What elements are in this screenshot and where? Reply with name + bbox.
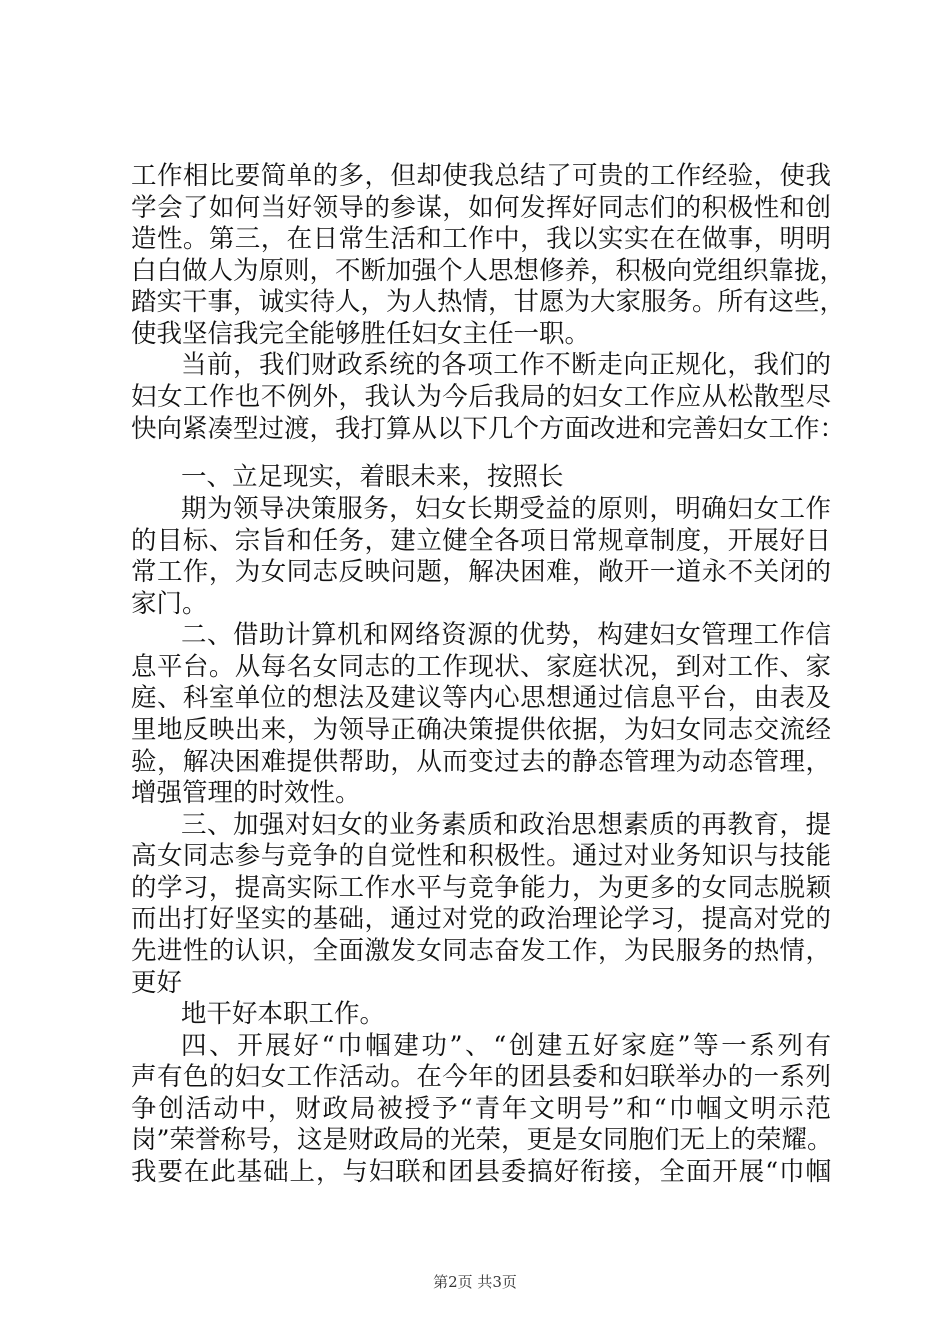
- text-line: 的目标、宗旨和任务，建立健全各项日常规章制度，开展好日: [131, 526, 831, 556]
- text-line: 当前，我们财政系统的各项工作不断走向正规化，我们的: [181, 350, 831, 380]
- text-line: 妇女工作也不例外，我认为今后我局的妇女工作应从松散型尽: [131, 382, 831, 412]
- text-line: 里地反映出来，为领导正确决策提供依据，为妇女同志交流经: [131, 715, 831, 745]
- text-line: 三、加强对妇女的业务素质和政治思想素质的再教育，提: [181, 810, 831, 840]
- text-line: 高女同志参与竞争的自觉性和积极性。通过对业务知识与技能: [131, 841, 831, 871]
- text-line: 白白做人为原则，不断加强个人思想修养，积极向党组织靠拢，: [131, 256, 846, 286]
- text-line: 造性。第三，在日常生活和工作中，我以实实在在做事，明明: [131, 224, 831, 254]
- text-line: 息平台。从每名女同志的工作现状、家庭状况，到对工作、家: [131, 652, 831, 682]
- text-line: 期为领导决策服务，妇女长期受益的原则，明确妇女工作: [181, 494, 831, 524]
- text-line: 工作相比要简单的多，但却使我总结了可贵的工作经验，使我: [131, 161, 831, 191]
- text-line: 而出打好坚实的基础，通过对党的政治理论学习，提高对党的: [131, 904, 831, 934]
- text-line: 二、借助计算机和网络资源的优势，构建妇女管理工作信: [181, 620, 831, 650]
- page-number-footer: 第2页 共3页: [433, 1273, 517, 1291]
- text-line: 庭、科室单位的想法及建议等内心思想通过信息平台，由表及: [131, 683, 831, 713]
- text-line: 争创活动中，财政局被授予“青年文明号”和“巾帼文明示范: [131, 1094, 831, 1124]
- text-line: 使我坚信我完全能够胜任妇女主任一职。: [131, 319, 591, 349]
- text-line: 我要在此基础上，与妇联和团县委搞好衔接，全面开展“巾帼: [131, 1157, 831, 1187]
- text-line: 岗”荣誉称号，这是财政局的光荣，更是女同胞们无上的荣耀。: [131, 1125, 833, 1155]
- text-line: 踏实干事，诚实待人，为人热情，甘愿为大家服务。所有这些，: [131, 287, 846, 317]
- text-line: 更好: [131, 968, 183, 998]
- text-line: 的学习，提高实际工作水平与竞争能力，为更多的女同志脱颖: [131, 873, 831, 903]
- text-line: 学会了如何当好领导的参谋，如何发挥好同志们的积极性和创: [131, 193, 831, 223]
- text-line: 地干好本职工作。: [181, 999, 386, 1029]
- text-line: 快向紧凑型过渡，我打算从以下几个方面改进和完善妇女工作：: [131, 414, 846, 444]
- text-line: 常工作，为女同志反映问题，解决困难，敞开一道永不关闭的: [131, 557, 831, 587]
- text-line: 四、开展好“巾帼建功”、“创建五好家庭”等一系列有: [181, 1031, 831, 1061]
- text-line: 验，解决困难提供帮助，从而变过去的静态管理为动态管理，: [131, 747, 831, 777]
- text-line: 一、立足现实，着眼未来，按照长: [181, 462, 564, 492]
- text-line: 增强管理的时效性。: [131, 778, 361, 808]
- text-line: 家门。: [131, 589, 208, 619]
- text-line: 声有色的妇女工作活动。在今年的团县委和妇联举办的一系列: [131, 1062, 831, 1092]
- text-line: 先进性的认识，全面激发女同志奋发工作，为民服务的热情，: [131, 936, 831, 966]
